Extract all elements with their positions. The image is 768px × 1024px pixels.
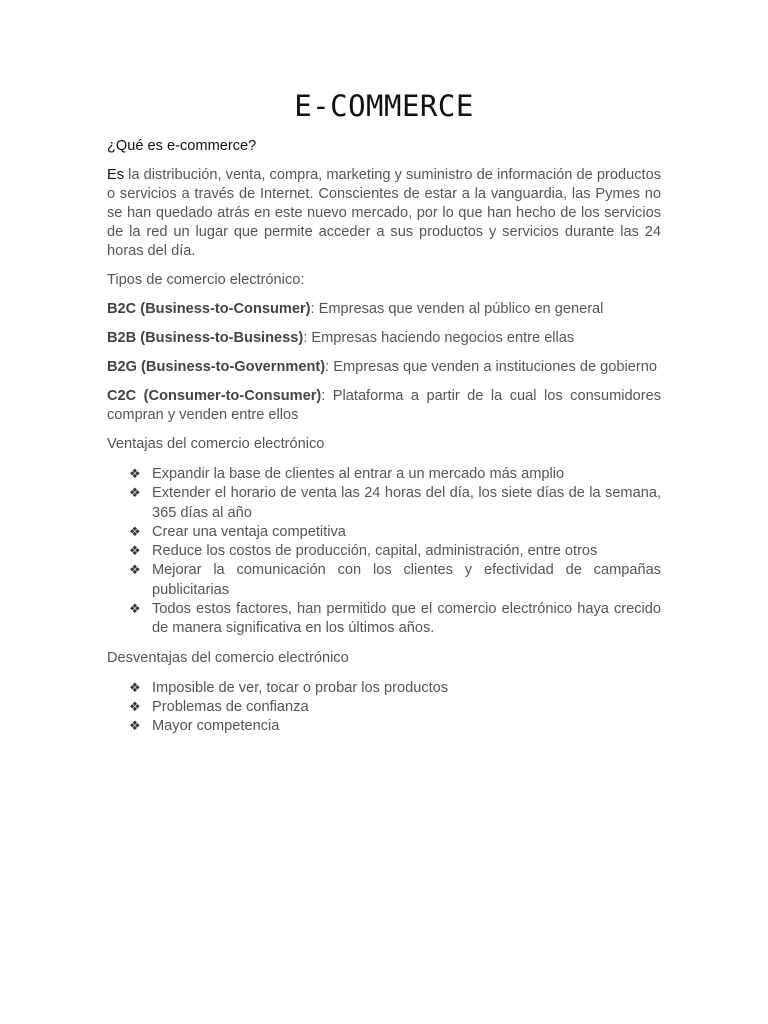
list-item-text: Problemas de confianza bbox=[152, 698, 309, 715]
type-b2c bbox=[107, 300, 661, 319]
list-item-text: Mejorar la comunicación con los clientes y efectividad de campañas publicitarias bbox=[152, 562, 661, 598]
disadvantages-list bbox=[107, 679, 661, 737]
type-term: B2B (Business-to-Business) bbox=[107, 330, 304, 346]
diamond-bullet-icon: ❖ bbox=[129, 699, 141, 715]
disadvantages-heading: Desventajas del comercio electrónico bbox=[107, 649, 349, 666]
list-item-text: Todos estos factores, han permitido que el comercio electrónico haya crecido de manera significativa en los últimos años. bbox=[152, 601, 661, 637]
type-term: B2G (Business-to-Government) bbox=[107, 359, 326, 375]
diamond-bullet-icon: ❖ bbox=[129, 544, 141, 560]
list-item bbox=[129, 561, 661, 600]
definition-text: la distribución, venta, compra, marketing y suministro de información de productos o servicios a través de Internet. Conscientes de estar a la vanguardia, las Pymes no se han quedado atrás en este nuevo mercado, por lo que han hecho de los servicios de la red un lugar que permite acceder a sus productos y servicios durante las 24 horas del día. bbox=[107, 167, 661, 259]
advantages-list bbox=[107, 465, 661, 639]
diamond-bullet-icon: ❖ bbox=[129, 486, 141, 502]
list-item bbox=[129, 523, 661, 542]
page-title: E-COMMERCE bbox=[294, 89, 474, 123]
list-item bbox=[129, 600, 661, 639]
diamond-bullet-icon: ❖ bbox=[129, 602, 141, 618]
list-item-text: Imposible de ver, tocar o probar los productos bbox=[152, 679, 449, 696]
diamond-bullet-icon: ❖ bbox=[129, 719, 141, 735]
definition-paragraph bbox=[107, 166, 661, 261]
type-term: B2C (Business-to-Consumer) bbox=[107, 301, 311, 317]
diamond-bullet-icon: ❖ bbox=[129, 563, 141, 579]
list-item bbox=[129, 484, 661, 523]
list-item-text: Mayor competencia bbox=[152, 718, 280, 735]
list-item bbox=[129, 717, 661, 736]
type-description: : Empresas haciendo negocios entre ellas bbox=[303, 330, 575, 346]
list-item bbox=[129, 679, 661, 698]
diamond-bullet-icon: ❖ bbox=[129, 680, 141, 696]
type-description: : Plataforma a partir de la cual los consumidores compran y venden entre ellos bbox=[107, 388, 661, 423]
question-heading: ¿Qué es e-commerce? bbox=[107, 138, 257, 154]
type-b2g bbox=[107, 358, 661, 377]
list-item-text: Expandir la base de clientes al entrar a un mercado más amplio bbox=[152, 466, 565, 482]
type-c2c bbox=[107, 387, 661, 425]
list-item bbox=[129, 698, 661, 717]
definition-first-word: Es bbox=[107, 167, 125, 183]
advantages-heading: Ventajas del comercio electrónico bbox=[107, 436, 325, 452]
list-item-text: Reduce los costos de producción, capital, administración, entre otros bbox=[152, 543, 598, 560]
type-b2b bbox=[107, 329, 661, 348]
list-item-text: Extender el horario de venta las 24 horas del día, los siete días de la semana, 365 días al año bbox=[152, 485, 661, 521]
type-description: : Empresas que venden al público en general bbox=[310, 301, 604, 317]
diamond-bullet-icon: ❖ bbox=[129, 467, 141, 482]
type-term: C2C (Consumer-to-Consumer) bbox=[107, 388, 322, 404]
type-description: : Empresas que venden a instituciones de gobierno bbox=[325, 359, 657, 375]
diamond-bullet-icon: ❖ bbox=[129, 524, 141, 540]
list-item bbox=[129, 465, 661, 484]
document-page bbox=[107, 88, 661, 747]
list-item bbox=[129, 542, 661, 561]
list-item-text: Crear una ventaja competitiva bbox=[152, 523, 346, 540]
types-heading: Tipos de comercio electrónico: bbox=[107, 272, 305, 288]
